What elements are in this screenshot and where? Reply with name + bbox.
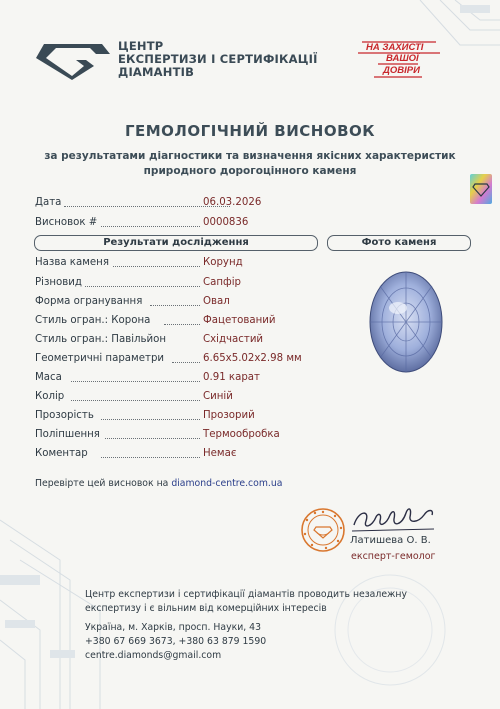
result-label: Стиль огран.: Павільйон — [35, 334, 167, 345]
footer-email[interactable]: centre.diamonds@gmail.com — [85, 650, 222, 661]
result-row-comment — [35, 448, 335, 464]
leader-dots — [101, 457, 200, 458]
stamp-line-3: ДОВІРИ — [383, 65, 420, 76]
result-value: Корунд — [203, 257, 243, 268]
result-row-pavilion-style — [35, 334, 335, 350]
leader-dots — [164, 324, 200, 325]
footer-statement-line-1: Центр експертизи і сертифікації діамантів проводить незалежну — [85, 589, 407, 600]
result-label: Форма огранування — [35, 296, 143, 307]
stamp-line-1: НА ЗАХИСТІ — [366, 42, 424, 53]
result-value: Сапфір — [203, 277, 242, 288]
hologram-icon — [470, 174, 492, 204]
brand-line-3: ДІАМАНТІВ — [118, 65, 195, 79]
result-label: Коментар — [35, 448, 88, 459]
date-value: 06.03.2026 — [203, 197, 262, 208]
result-label: Прозорість — [35, 410, 94, 421]
result-row-variety — [35, 277, 335, 293]
result-value: Термообробка — [203, 429, 280, 440]
leader-dots — [71, 400, 200, 401]
trust-stamp — [356, 40, 440, 80]
footer-address: Україна, м. Харків, просп. Науки, 43 — [85, 622, 261, 633]
stamp-line-2: ВАШОЇ — [386, 53, 419, 64]
leader-dots — [172, 362, 200, 363]
leader-dots — [150, 305, 200, 306]
verify-link[interactable]: diamond-centre.com.ua — [171, 478, 283, 489]
leader-dots — [113, 266, 200, 267]
result-label: Геометричні параметри — [35, 353, 165, 364]
results-header: Результати дослідження — [34, 235, 318, 251]
footer-phones: +380 67 669 3673, +380 63 879 1590 — [85, 636, 267, 647]
page-subtitle — [20, 149, 480, 179]
result-value: Синій — [203, 391, 233, 402]
result-row-cut-shape — [35, 296, 335, 312]
photo-header: Фото каменя — [327, 235, 471, 251]
result-label: Маса — [35, 372, 62, 383]
leader-dots — [101, 226, 200, 227]
verify-note — [35, 478, 282, 489]
signer-role: експерт-гемолог — [351, 551, 436, 562]
meta-row-date — [35, 197, 275, 213]
result-value: Фацетований — [203, 315, 276, 326]
result-label: Стиль огран.: Корона — [35, 315, 151, 326]
result-label: Колір — [35, 391, 65, 402]
leader-dots — [101, 419, 200, 420]
verify-text: Перевірте цей висновок на — [35, 478, 169, 489]
result-row-mass — [35, 372, 335, 388]
result-row-clarity — [35, 410, 335, 426]
result-label: Поліпшення — [35, 429, 100, 440]
result-label: Назва каменя — [35, 257, 109, 268]
number-label: Висновок # — [35, 217, 98, 228]
brand-name — [118, 40, 318, 79]
result-value: 6.65x5.02x2.98 мм — [203, 353, 302, 364]
result-row-stone-name — [35, 257, 335, 273]
footer-statement-line-2: експертизу і є вільним від комерційних інтересів — [85, 603, 327, 614]
result-value: Овал — [203, 296, 230, 307]
result-label: Різновид — [35, 277, 82, 288]
leader-dots — [105, 438, 200, 439]
diamond-logo-icon — [34, 40, 112, 80]
subtitle-line-2: природного дорогоцінного каменя — [143, 165, 357, 177]
result-row-dimensions — [35, 353, 335, 369]
leader-dots — [85, 286, 200, 287]
number-value: 0000836 — [203, 217, 249, 228]
date-label: Дата — [35, 197, 62, 208]
signature — [348, 503, 438, 535]
result-row-color — [35, 391, 335, 407]
page-title: ГЕМОЛОГІЧНИЙ ВИСНОВОК — [124, 122, 376, 140]
result-value: 0.91 карат — [203, 372, 260, 383]
result-row-enhancement — [35, 429, 335, 445]
brand-line-1: ЦЕНТР — [118, 39, 164, 53]
gemstone-photo — [368, 270, 444, 374]
result-value: Східчастий — [203, 334, 264, 345]
official-seal-icon — [300, 507, 346, 553]
signer-name: Латишева О. В. — [350, 535, 431, 546]
result-value: Прозорий — [203, 410, 255, 421]
meta-row-number — [35, 217, 275, 233]
brand-line-2: ЕКСПЕРТИЗИ І СЕРТИФІКАЦІЇ — [118, 52, 318, 66]
result-row-crown-style — [35, 315, 335, 331]
leader-dots — [71, 381, 200, 382]
subtitle-line-1: за результатами діагностики та визначення якісних характеристик — [44, 150, 456, 162]
result-value: Немає — [203, 448, 237, 459]
